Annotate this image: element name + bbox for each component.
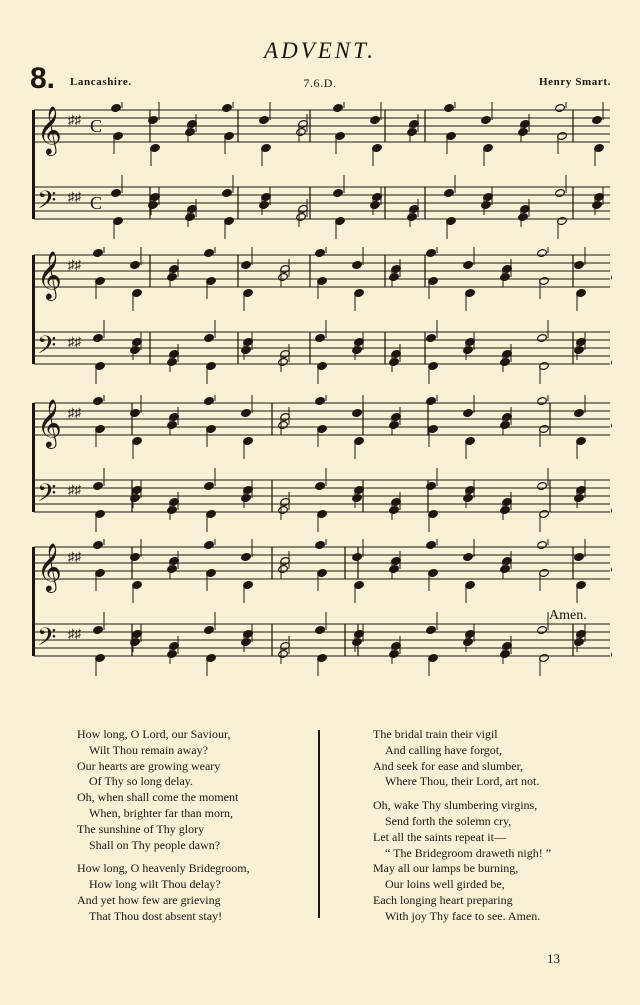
lyric-line: Oh, when shall come the moment bbox=[77, 790, 239, 805]
svg-text:C: C bbox=[90, 116, 103, 136]
lyric-line: Where Thou, their Lord, art not. bbox=[385, 774, 540, 789]
lyric-line: Each longing heart preparing bbox=[373, 892, 513, 907]
svg-text:𝄞: 𝄞 bbox=[37, 250, 62, 299]
lyric-line: That Thou dost absent stay! bbox=[89, 908, 223, 923]
svg-text:𝄢: 𝄢 bbox=[37, 479, 57, 514]
lyric-line: Oh, wake Thy slumbering virgins, bbox=[373, 798, 538, 813]
svg-text:♯♯: ♯♯ bbox=[68, 482, 81, 497]
svg-text:𝄞: 𝄞 bbox=[37, 398, 62, 447]
svg-text:𝄞: 𝄞 bbox=[37, 542, 62, 591]
svg-text:♯♯: ♯♯ bbox=[68, 626, 81, 641]
lyric-line: “ The Bridegroom draweth nigh! ” bbox=[385, 845, 552, 860]
svg-text:𝄢: 𝄢 bbox=[37, 623, 57, 658]
page-number: 13 bbox=[547, 951, 560, 966]
music-system bbox=[28, 102, 612, 252]
lyric-line: Our loins well girded be, bbox=[385, 877, 505, 892]
hymn-number: 8. bbox=[30, 62, 56, 95]
lyrics-column-2 bbox=[373, 727, 551, 933]
lyric-line: With joy Thy face to see. Amen. bbox=[385, 908, 541, 923]
svg-text:𝄞: 𝄞 bbox=[37, 105, 62, 154]
svg-text:♯♯: ♯♯ bbox=[68, 334, 81, 349]
stanza-3 bbox=[373, 727, 551, 790]
music-system bbox=[28, 247, 612, 397]
composer: Henry Smart. bbox=[539, 76, 611, 88]
amen-label: Amen. bbox=[549, 608, 587, 623]
svg-text:C: C bbox=[90, 193, 103, 213]
lyric-line: How long wilt Thou delay? bbox=[89, 877, 221, 892]
lyric-line: Of Thy so long delay. bbox=[89, 774, 193, 789]
lyric-line: May all our lamps be burning, bbox=[373, 861, 519, 876]
lyric-line: Our hearts are growing weary bbox=[77, 758, 221, 773]
svg-text:𝄢: 𝄢 bbox=[37, 186, 57, 221]
stanza-4 bbox=[373, 798, 551, 924]
page-title: ADVENT. bbox=[264, 38, 376, 63]
lyric-line: And yet how few are grieving bbox=[77, 892, 221, 907]
lyric-line: The bridal train their vigil bbox=[373, 727, 498, 741]
svg-text:♯♯: ♯♯ bbox=[68, 549, 81, 564]
music-system bbox=[28, 395, 612, 545]
lyric-line: Shall on Thy people dawn? bbox=[89, 837, 221, 852]
lyric-line: Wilt Thou remain away? bbox=[89, 742, 208, 757]
meter: 7.6.D. bbox=[303, 76, 337, 90]
lyric-line: How long, O heavenly Bridegroom, bbox=[77, 861, 250, 876]
lyric-line: And calling have forgot, bbox=[385, 742, 503, 757]
svg-text:♯♯: ♯♯ bbox=[68, 189, 81, 204]
tune-name: Lancashire. bbox=[70, 76, 132, 88]
lyrics-column-1 bbox=[77, 727, 250, 933]
column-divider bbox=[318, 730, 320, 918]
stanza-2 bbox=[77, 861, 250, 924]
music-system bbox=[28, 539, 612, 689]
lyric-line: The sunshine of Thy glory bbox=[77, 821, 205, 836]
lyric-line: Let all the saints repeat it— bbox=[373, 829, 506, 844]
svg-text:♯♯: ♯♯ bbox=[68, 112, 81, 127]
svg-text:♯♯: ♯♯ bbox=[68, 257, 81, 272]
lyric-line: Send forth the solemn cry, bbox=[385, 813, 512, 828]
stanza-1 bbox=[77, 727, 250, 853]
lyric-line: When, brighter far than morn, bbox=[89, 805, 233, 820]
svg-text:♯♯: ♯♯ bbox=[68, 405, 81, 420]
svg-text:𝄢: 𝄢 bbox=[37, 331, 57, 366]
lyric-line: How long, O Lord, our Saviour, bbox=[77, 727, 231, 741]
lyric-line: And seek for ease and slumber, bbox=[373, 758, 524, 773]
